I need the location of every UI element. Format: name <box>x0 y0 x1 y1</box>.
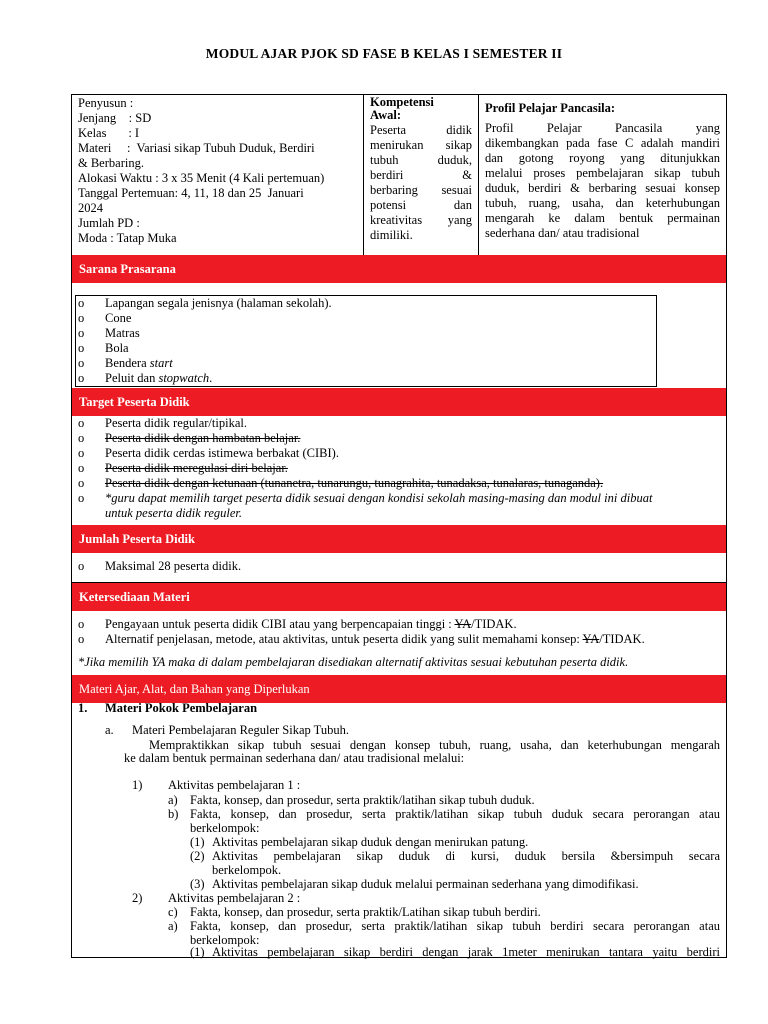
list-item: o Alternatif penjelasan, metode, atau aktivitas, untuk peserta didik yang sulit memahami konsep: YA/TIDAK. <box>78 632 645 646</box>
profil-cell <box>479 95 726 255</box>
kompetensi-line: berbaring sesuai <box>370 183 472 197</box>
document-title: MODUL AJAR PJOK SD FASE B KELAS I SEMESTER II <box>205 46 563 61</box>
list-item: o Bendera start <box>78 356 173 370</box>
list-item: o Peserta didik meregulasi diri belajar. <box>78 461 288 475</box>
sub-item-label: (1) <box>190 835 205 849</box>
alokasi-text: Alokasi Waktu : 3 x 35 Menit (4 Kali pertemuan) <box>78 171 325 185</box>
identity-cell <box>72 95 364 255</box>
target-note-cont: untuk peserta didik reguler. <box>105 506 243 520</box>
list-item: o Lapangan segala jenisnya (halaman sekolah). <box>78 296 332 310</box>
kompetensi-cell <box>364 95 479 255</box>
tanggal-text-cont: 2024 <box>78 201 103 215</box>
jumlah-pd-text: Jumlah PD : <box>78 216 140 230</box>
profil-line: dikembangkan pada fase C adalah mandiri <box>485 136 720 150</box>
activity-item: Fakta, konsep, dan prosedur, serta praktik/Latihan sikap tubuh berdiri. <box>190 905 541 919</box>
kompetensi-line: dimiliki. <box>370 228 413 242</box>
activity-item-label: a) <box>168 793 178 807</box>
sub-item-label: (3) <box>190 877 205 891</box>
profil-line: duduk, berdiri & berbaring sesuai konsep <box>485 181 720 195</box>
sub-item: Aktivitas pembelajaran sikap duduk melalui permainan sederhana yang dimodifikasi. <box>212 877 639 891</box>
profil-line: tubuh, ruang, usaha, dan keterhubungan <box>485 196 720 210</box>
activity-number: 2) <box>132 891 143 905</box>
list-item: o Pengayaan untuk peserta didik CIBI atau yang berpencapaian tinggi : YA/TIDAK. <box>78 617 517 631</box>
list-item: o Peserta didik dengan ketunaan (tunanetra, tunarungu, tunagrahita, tunadaksa, tunalaras, tunaganda). <box>78 476 604 490</box>
activity-item-cont: berkelompok: <box>190 821 260 835</box>
materi-ajar-heading: Materi Ajar, Alat, dan Bahan yang Diperlukan <box>72 675 726 703</box>
list-item: o Cone <box>78 311 132 325</box>
sub-item-label: (1) <box>190 945 205 959</box>
list-item: o Maksimal 28 peserta didik. <box>78 559 242 573</box>
header-row <box>72 95 726 256</box>
activity-item-label: b) <box>168 807 179 821</box>
target-note: o *guru dapat memilih target peserta didik sesuai dengan kondisi sekolah masing-masing dan modul ini dibuat <box>78 491 653 505</box>
profil-line: sederhana dan/ atau tradisional <box>485 226 640 240</box>
list-item: o Peserta didik regular/tipikal. <box>78 416 247 430</box>
profil-line: dan gotong royong yang ditunjukkan <box>485 151 720 165</box>
target-heading: Target Peserta Didik <box>72 388 726 416</box>
materi-number: 1. <box>78 701 88 715</box>
activity-item-cont: berkelompok: <box>190 933 260 947</box>
kompetensi-line: Peserta didik <box>370 123 472 137</box>
materi-a-label: a. <box>105 723 114 737</box>
materi-a-desc-cont: ke dalam bentuk permainan sederhana dan/ atau tradisional melalui: <box>124 751 465 765</box>
kompetensi-line: berdiri & <box>370 168 472 182</box>
kelas-text: Kelas : I <box>78 126 140 140</box>
profil-line: Profil Pelajar Pancasila yang <box>485 121 720 135</box>
activity-item-label: c) <box>168 905 178 919</box>
list-item: o Matras <box>78 326 140 340</box>
kompetensi-line: kreativitas yang <box>370 213 472 227</box>
materi-a-title: Materi Pembelajaran Reguler Sikap Tubuh. <box>132 723 349 737</box>
ketersediaan-heading: Ketersediaan Materi <box>72 583 726 611</box>
sub-item: Aktivitas pembelajaran sikap duduk dengan menirukan patung. <box>212 835 529 849</box>
sub-item-label: (2) <box>190 849 205 863</box>
materi-text: Materi : Variasi sikap Tubuh Duduk, Berdiri <box>78 141 315 155</box>
sub-item: Aktivitas pembelajaran sikap duduk di kursi, duduk bersila &bersimpuh secara <box>212 849 720 863</box>
profil-line: mengarah ke dalam bentuk permainan <box>485 211 720 225</box>
activity-title: Aktivitas pembelajaran 2 : <box>168 891 301 905</box>
kompetensi-line: potensi dan <box>370 198 472 212</box>
activity-item: Fakta, konsep, dan prosedur, serta praktik/latihan sikap tubuh berdiri secara perorangan atau <box>190 919 720 933</box>
list-item: o Peluit dan stopwatch. <box>78 371 213 385</box>
jumlah-heading: Jumlah Peserta Didik <box>72 525 726 553</box>
sub-item: Aktivitas pembelajaran sikap berdiri dengan jarak 1meter menirukan tantara yaitu berdiri <box>212 945 720 959</box>
materi-pokok-heading: Materi Pokok Pembelajaran <box>105 701 258 715</box>
jenjang-text: Jenjang : SD <box>78 111 152 125</box>
sub-item-cont: berkelompok. <box>212 863 282 877</box>
moda-text: Moda : Tatap Muka <box>78 231 177 245</box>
profil-line: melalui proses pembelajaran sikap tubuh <box>485 166 720 180</box>
profil-heading: Profil Pelajar Pancasila: <box>485 101 616 115</box>
list-item: o Peserta didik dengan hambatan belajar. <box>78 431 301 445</box>
penyusun-text: Penyusun : <box>78 96 134 110</box>
kompetensi-line: tubuh duduk, <box>370 153 472 167</box>
kompetensi-line: menirukan sikap <box>370 138 472 152</box>
tanggal-text: Tanggal Pertemuan: 4, 11, 18 dan 25 Januari <box>78 186 304 200</box>
kompetensi-heading-cont: Awal: <box>370 108 402 122</box>
kompetensi-heading: Kompetensi <box>370 95 434 109</box>
activity-item: Fakta, konsep, dan prosedur, serta praktik/latihan sikap tubuh duduk. <box>190 793 535 807</box>
activity-title: Aktivitas pembelajaran 1 : <box>168 778 301 792</box>
activity-number: 1) <box>132 778 143 792</box>
list-item: o Bola <box>78 341 129 355</box>
sarana-heading: Sarana Prasarana <box>72 255 726 283</box>
ketersediaan-note: *Jika memilih YA maka di dalam pembelajaran disediakan alternatif aktivitas sesuai kebutuhan peserta didik. <box>78 655 629 669</box>
activity-item-label: a) <box>168 919 178 933</box>
materi-text-cont: & Berbaring. <box>78 156 144 170</box>
module-table <box>71 94 727 958</box>
activity-item: Fakta, konsep, dan prosedur, serta praktik/latihan sikap tubuh duduk secara perorangan atau <box>190 807 720 821</box>
list-item: o Peserta didik cerdas istimewa berbakat (CIBI). <box>78 446 339 460</box>
materi-a-desc: Mempraktikkan sikap tubuh sesuai dengan konsep tubuh, ruang, usaha, dan keterhubungan mengarah <box>149 738 720 752</box>
